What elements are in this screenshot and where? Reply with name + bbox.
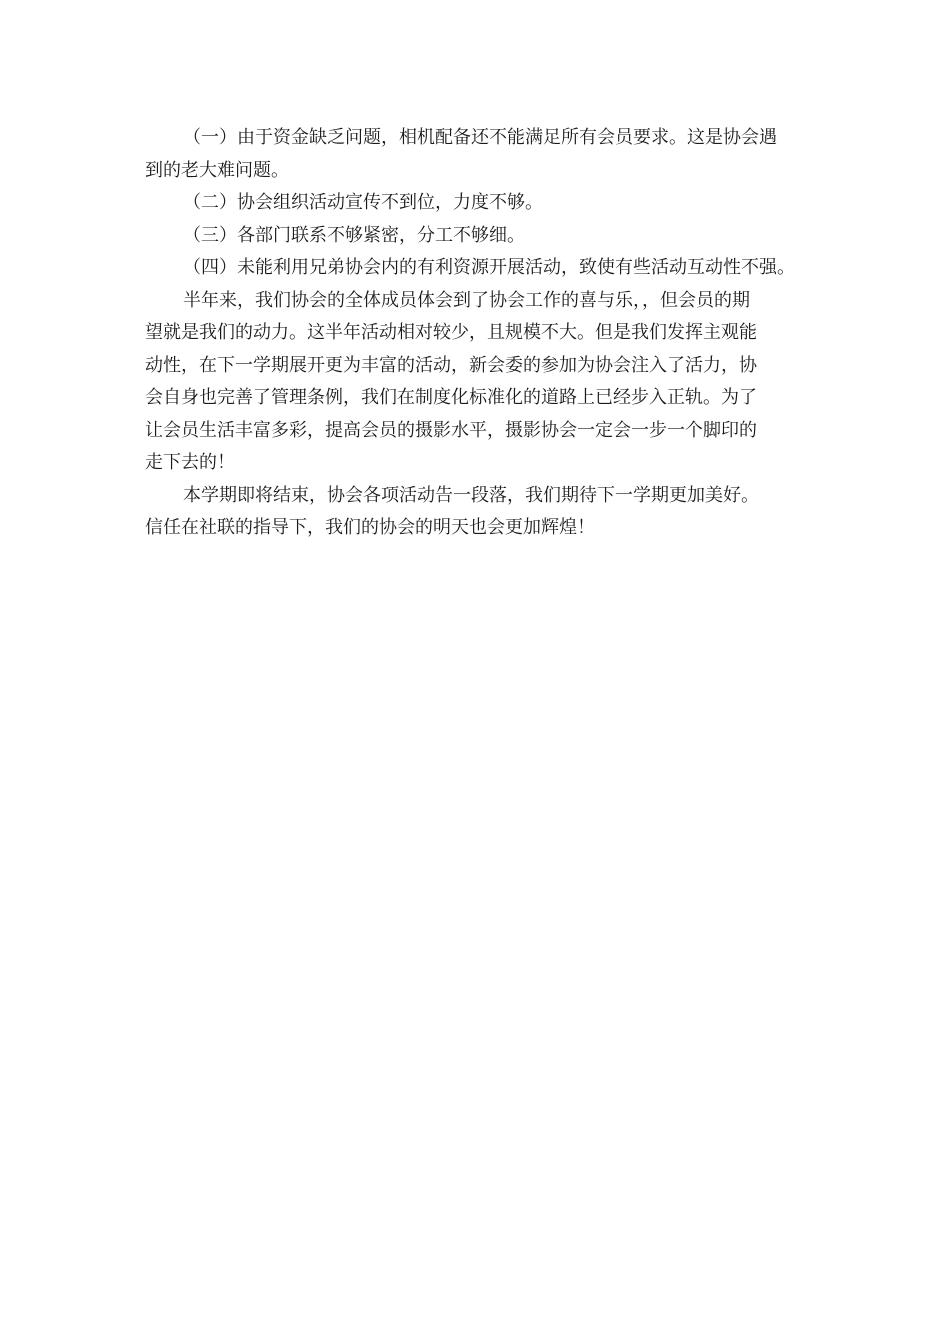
summary-paragraph-line-5: 让会员生活丰富多彩，提高会员的摄影水平，摄影协会一定会一步一个脚印的 bbox=[145, 419, 757, 441]
problem-item-1-line-2: 到的老大难问题。 bbox=[145, 159, 289, 181]
summary-paragraph-line-2: 望就是我们的动力。这半年活动相对较少，且规模不大。但是我们发挥主观能 bbox=[145, 322, 757, 343]
summary-paragraph-line-1: 半年来，我们协会的全体成员体会到了协会工作的喜与乐，，但会员的期 bbox=[183, 289, 750, 311]
summary-paragraph-line-3: 动性，在下一学期展开更为丰富的活动，新会委的参加为协会注入了活力，协 bbox=[145, 354, 757, 376]
problem-item-4: （四）未能利用兄弟协会内的有利资源开展活动，致使有些活动互动性不强。 bbox=[183, 257, 795, 278]
problem-item-1-line-1: （一）由于资金缺乏问题，相机配备还不能满足所有会员要求。这是协会遇 bbox=[183, 127, 777, 148]
closing-paragraph-line-2: 信任在社联的指导下，我们的协会的明天也会更加辉煌！ bbox=[145, 517, 595, 538]
problem-item-3: （三）各部门联系不够紧密，分工不够细。 bbox=[183, 224, 525, 246]
closing-paragraph-line-1: 本学期即将结束，协会各项活动告一段落，我们期待下一学期更加美好。 bbox=[183, 484, 759, 506]
document-body bbox=[145, 122, 810, 545]
problem-item-2: （二）协会组织活动宣传不到位，力度不够。 bbox=[183, 192, 543, 213]
summary-paragraph-line-6: 走下去的！ bbox=[145, 452, 235, 473]
summary-paragraph-line-4: 会自身也完善了管理条例，我们在制度化标准化的道路上已经步入正轨。为了 bbox=[145, 387, 757, 408]
